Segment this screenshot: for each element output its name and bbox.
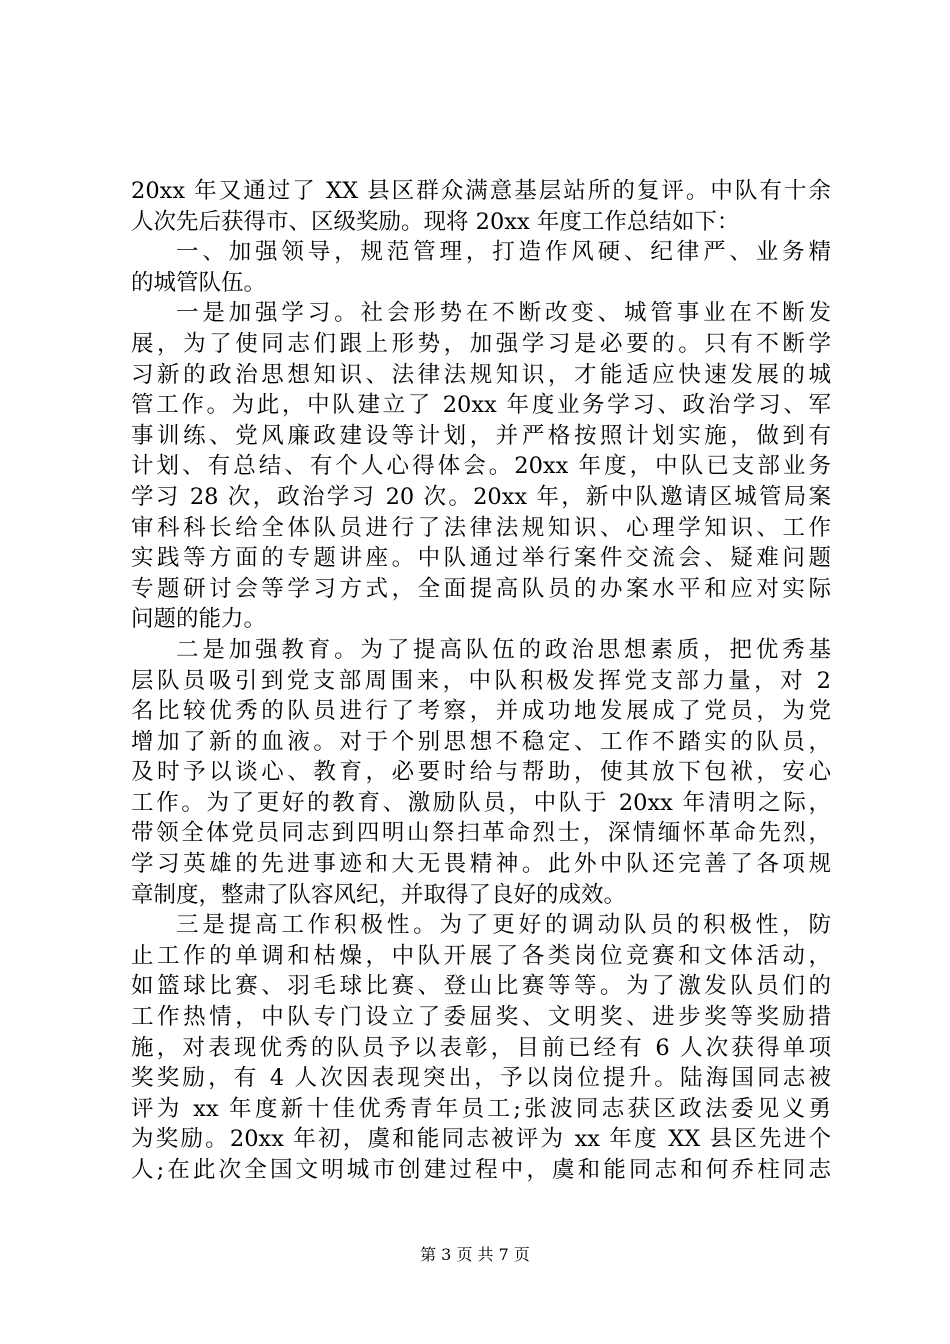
- text-line: 20xx 年又通过了 XX 县区群众满意基层站所的复评。中队有十余: [131, 178, 831, 204]
- text-line: 章制度，整肃了队容风纪，并取得了良好的成效。: [131, 881, 627, 908]
- text-line: 奖奖励，有 4 人次因表现突出，予以岗位提升。陆海国同志被: [131, 1065, 831, 1092]
- text-line: 计划、有总结、有个人心得体会。20xx 年度，中队已支部业务: [131, 453, 831, 480]
- text-line: 层队员吸引到党支部周围来，中队积极发挥党支部力量，对 2: [131, 667, 831, 694]
- text-line: 止工作的单调和枯燥，中队开展了各类岗位竞赛和文体活动，: [131, 942, 831, 969]
- text-line: 实践等方面的专题讲座。中队通过举行案件交流会、疑难问题: [131, 545, 831, 572]
- paragraph-first-line: 一是加强学习。社会形势在不断改变、城管事业在不断发: [176, 300, 831, 327]
- text-line: 施，对表现优秀的队员予以表彰，目前已经有 6 人次获得单项: [131, 1034, 831, 1061]
- text-line: 事训练、党风廉政建设等计划，并严格按照计划实施，做到有: [131, 422, 831, 449]
- text-line: 如篮球比赛、羽毛球比赛、登山比赛等等。为了激发队员们的: [131, 973, 831, 1000]
- page-number-footer: 第 3 页 共 7 页: [420, 1245, 530, 1264]
- text-line: 工作热情，中队专门设立了委屈奖、文明奖、进步奖等奖励措: [131, 1004, 831, 1031]
- text-line: 问题的能力。: [131, 606, 267, 633]
- text-line: 的城管队伍。: [131, 269, 267, 296]
- paragraph-first-line: 三是提高工作积极性。为了更好的调动队员的积极性，防: [176, 912, 831, 939]
- text-line: 人次先后获得市、区级奖励。现将 20xx 年度工作总结如下：: [131, 208, 740, 235]
- paragraph-first-line: 二是加强教育。为了提高队伍的政治思想素质，把优秀基: [176, 636, 831, 663]
- text-line: 习新的政治思想知识、法律法规知识，才能适应快速发展的城: [131, 361, 831, 388]
- text-line: 为奖励。20xx 年初，虞和能同志被评为 xx 年度 XX 县区先进个: [131, 1126, 831, 1153]
- text-line: 管工作。为此，中队建立了 20xx 年度业务学习、政治学习、军: [131, 392, 831, 419]
- paragraph-first-line: 一、加强领导，规范管理，打造作风硬、纪律严、业务精: [176, 239, 831, 266]
- text-line: 专题研讨会等学习方式，全面提高队员的办案水平和应对实际: [131, 575, 831, 602]
- text-line: 学习英雄的先进事迹和大无畏精神。此外中队还完善了各项规: [131, 851, 831, 878]
- text-line: 名比较优秀的队员进行了考察，并成功地发展成了党员，为党: [131, 698, 831, 725]
- text-line: 带领全体党员同志到四明山祭扫革命烈士，深情缅怀革命先烈，: [131, 820, 831, 847]
- document-body: [131, 176, 831, 1186]
- text-line: 学习 28 次，政治学习 20 次。20xx 年，新中队邀请区城管局案: [131, 483, 831, 510]
- text-line: 展，为了使同志们跟上形势，加强学习是必要的。只有不断学: [131, 330, 831, 357]
- text-line: 评为 xx 年度新十佳优秀青年员工;张波同志获区政法委见义勇: [131, 1095, 831, 1122]
- text-line: 人;在此次全国文明城市创建过程中，虞和能同志和何乔柱同志: [131, 1157, 831, 1183]
- text-line: 审科科长给全体队员进行了法律法规知识、心理学知识、工作: [131, 514, 831, 541]
- text-line: 工作。为了更好的教育、激励队员，中队于 20xx 年清明之际，: [131, 789, 831, 816]
- text-line: 及时予以谈心、教育，必要时给与帮助，使其放下包袱，安心: [131, 759, 831, 786]
- text-line: 增加了新的血液。对于个别思想不稳定、工作不踏实的队员，: [131, 728, 831, 755]
